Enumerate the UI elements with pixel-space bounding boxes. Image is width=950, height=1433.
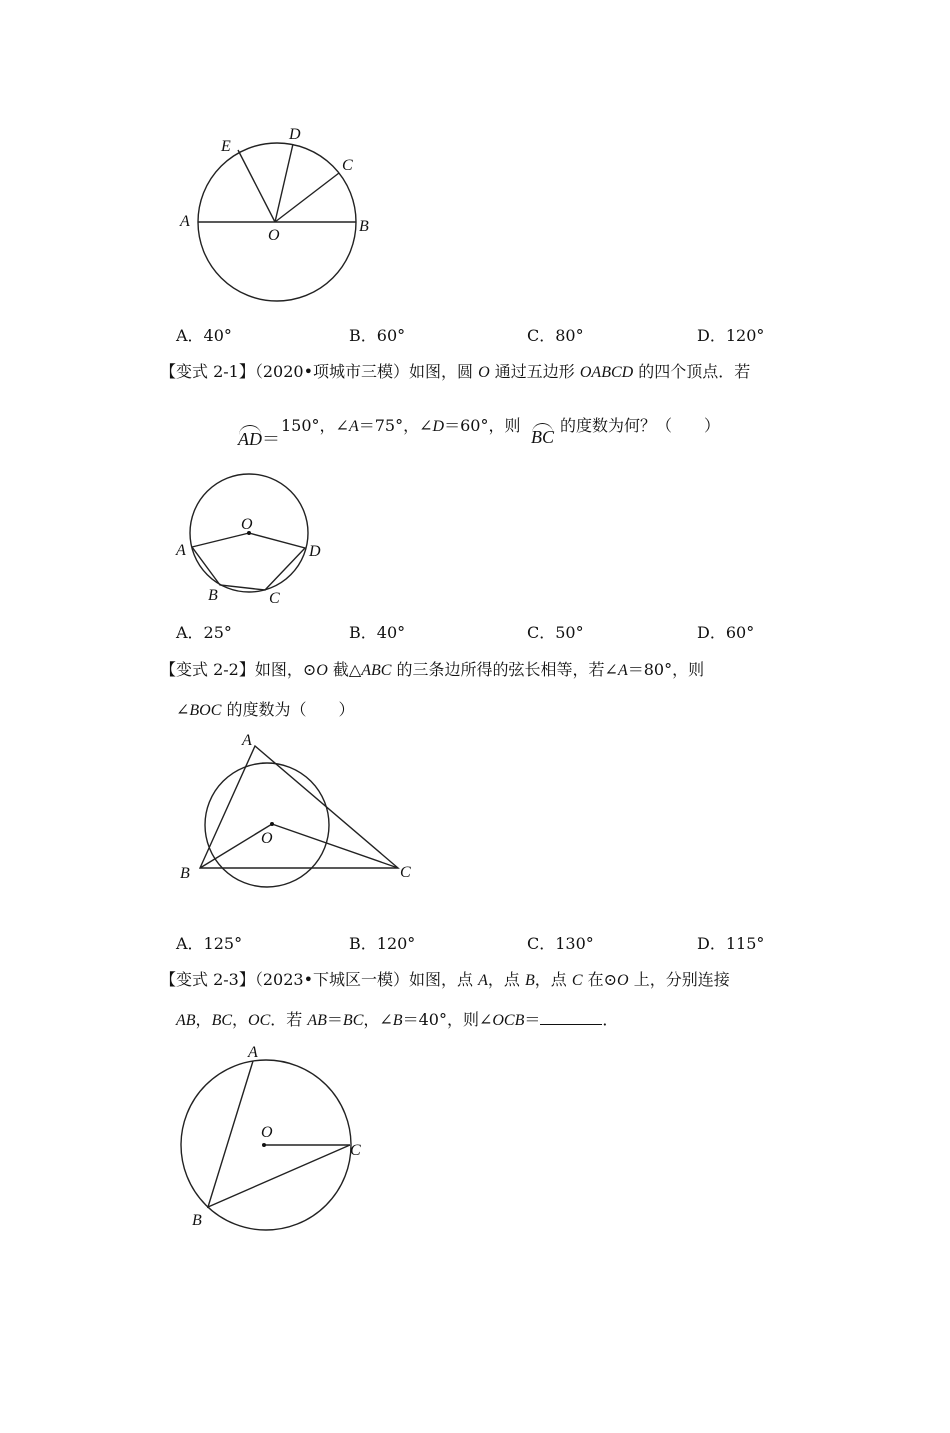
pentagon-oabcd (192, 533, 305, 590)
question-2-1-line-1: 【变式 2-1】（2020•项城市三模）如图，圆 O 通过五边形 OABCD 的四个顶点．若 (160, 362, 751, 381)
center-dot (270, 822, 274, 826)
label-o: O (261, 1124, 273, 1141)
label-e: E (221, 138, 231, 155)
choice-a[interactable]: A．125° (176, 934, 243, 953)
choice-c[interactable]: C．50° (527, 623, 584, 642)
question-2-3-line-1: 【变式 2-3】（2023•下城区一模）如图，点 A，点 B，点 C 在⊙O 上，分别连接 (160, 970, 730, 989)
question-tag: 【变式 2-3】 (160, 970, 255, 989)
label-b: B (180, 865, 190, 882)
label-a: A (180, 213, 190, 230)
choice-b[interactable]: B．60° (349, 326, 406, 345)
label-b: B (359, 218, 369, 235)
label-d: D (289, 126, 301, 143)
label-o: O (241, 516, 253, 533)
arc-ad: AD＝ (238, 429, 280, 450)
question-tag: 【变式 2-2】 (160, 660, 255, 679)
answer-blank[interactable] (540, 1010, 602, 1025)
arc-bc: BC (531, 427, 555, 447)
choice-b[interactable]: B．120° (349, 934, 416, 953)
label-d: D (309, 543, 321, 560)
choice-d[interactable]: D．120° (697, 326, 765, 345)
question-2-2-line-1: 【变式 2-2】如图，⊙O 截△ABC 的三条边所得的弦长相等，若∠A＝80°，则 (160, 660, 705, 679)
choice-d[interactable]: D．115° (697, 934, 765, 953)
label-a: A (176, 542, 186, 559)
label-a: A (248, 1044, 258, 1061)
question-2-2-line-2: ∠BOC 的度数为（ ） (176, 700, 355, 719)
question-2-1-line-2: 150°，∠A＝75°，∠D＝60°，则 (281, 416, 521, 435)
segments-bo-oc (200, 824, 398, 868)
label-c: C (350, 1142, 361, 1159)
choice-c[interactable]: C．80° (527, 326, 584, 345)
center-dot (262, 1143, 266, 1147)
choice-a[interactable]: A．40° (176, 326, 232, 345)
question-source: （2023•下城区一模） (254, 970, 410, 989)
question-2-3-line-2: AB，BC，OC．若 AB＝BC，∠B＝40°，则∠OCB＝ ． (176, 1010, 619, 1029)
figure-triangle-circle (170, 725, 420, 895)
choice-a[interactable]: A．25° (176, 623, 232, 642)
question-tag: 【变式 2-1】 (160, 362, 255, 381)
figure-chords-circle (175, 1040, 375, 1235)
figure-circle-diameter (170, 120, 390, 310)
label-a: A (242, 732, 252, 749)
chords-ab-bc (208, 1061, 350, 1207)
label-b: B (192, 1212, 202, 1229)
figure-pentagon-circle (170, 465, 330, 610)
label-b: B (208, 587, 218, 604)
radius-oe (238, 150, 275, 222)
question-2-1-ask: 的度数为何？（ ） (560, 416, 721, 435)
label-o: O (268, 227, 280, 244)
label-c: C (269, 590, 280, 607)
label-c: C (342, 157, 353, 174)
label-o: O (261, 830, 273, 847)
choice-b[interactable]: B．40° (349, 623, 406, 642)
choice-d[interactable]: D．60° (697, 623, 755, 642)
question-source: （2020•项城市三模） (254, 362, 410, 381)
choice-c[interactable]: C．130° (527, 934, 594, 953)
label-c: C (400, 864, 411, 881)
